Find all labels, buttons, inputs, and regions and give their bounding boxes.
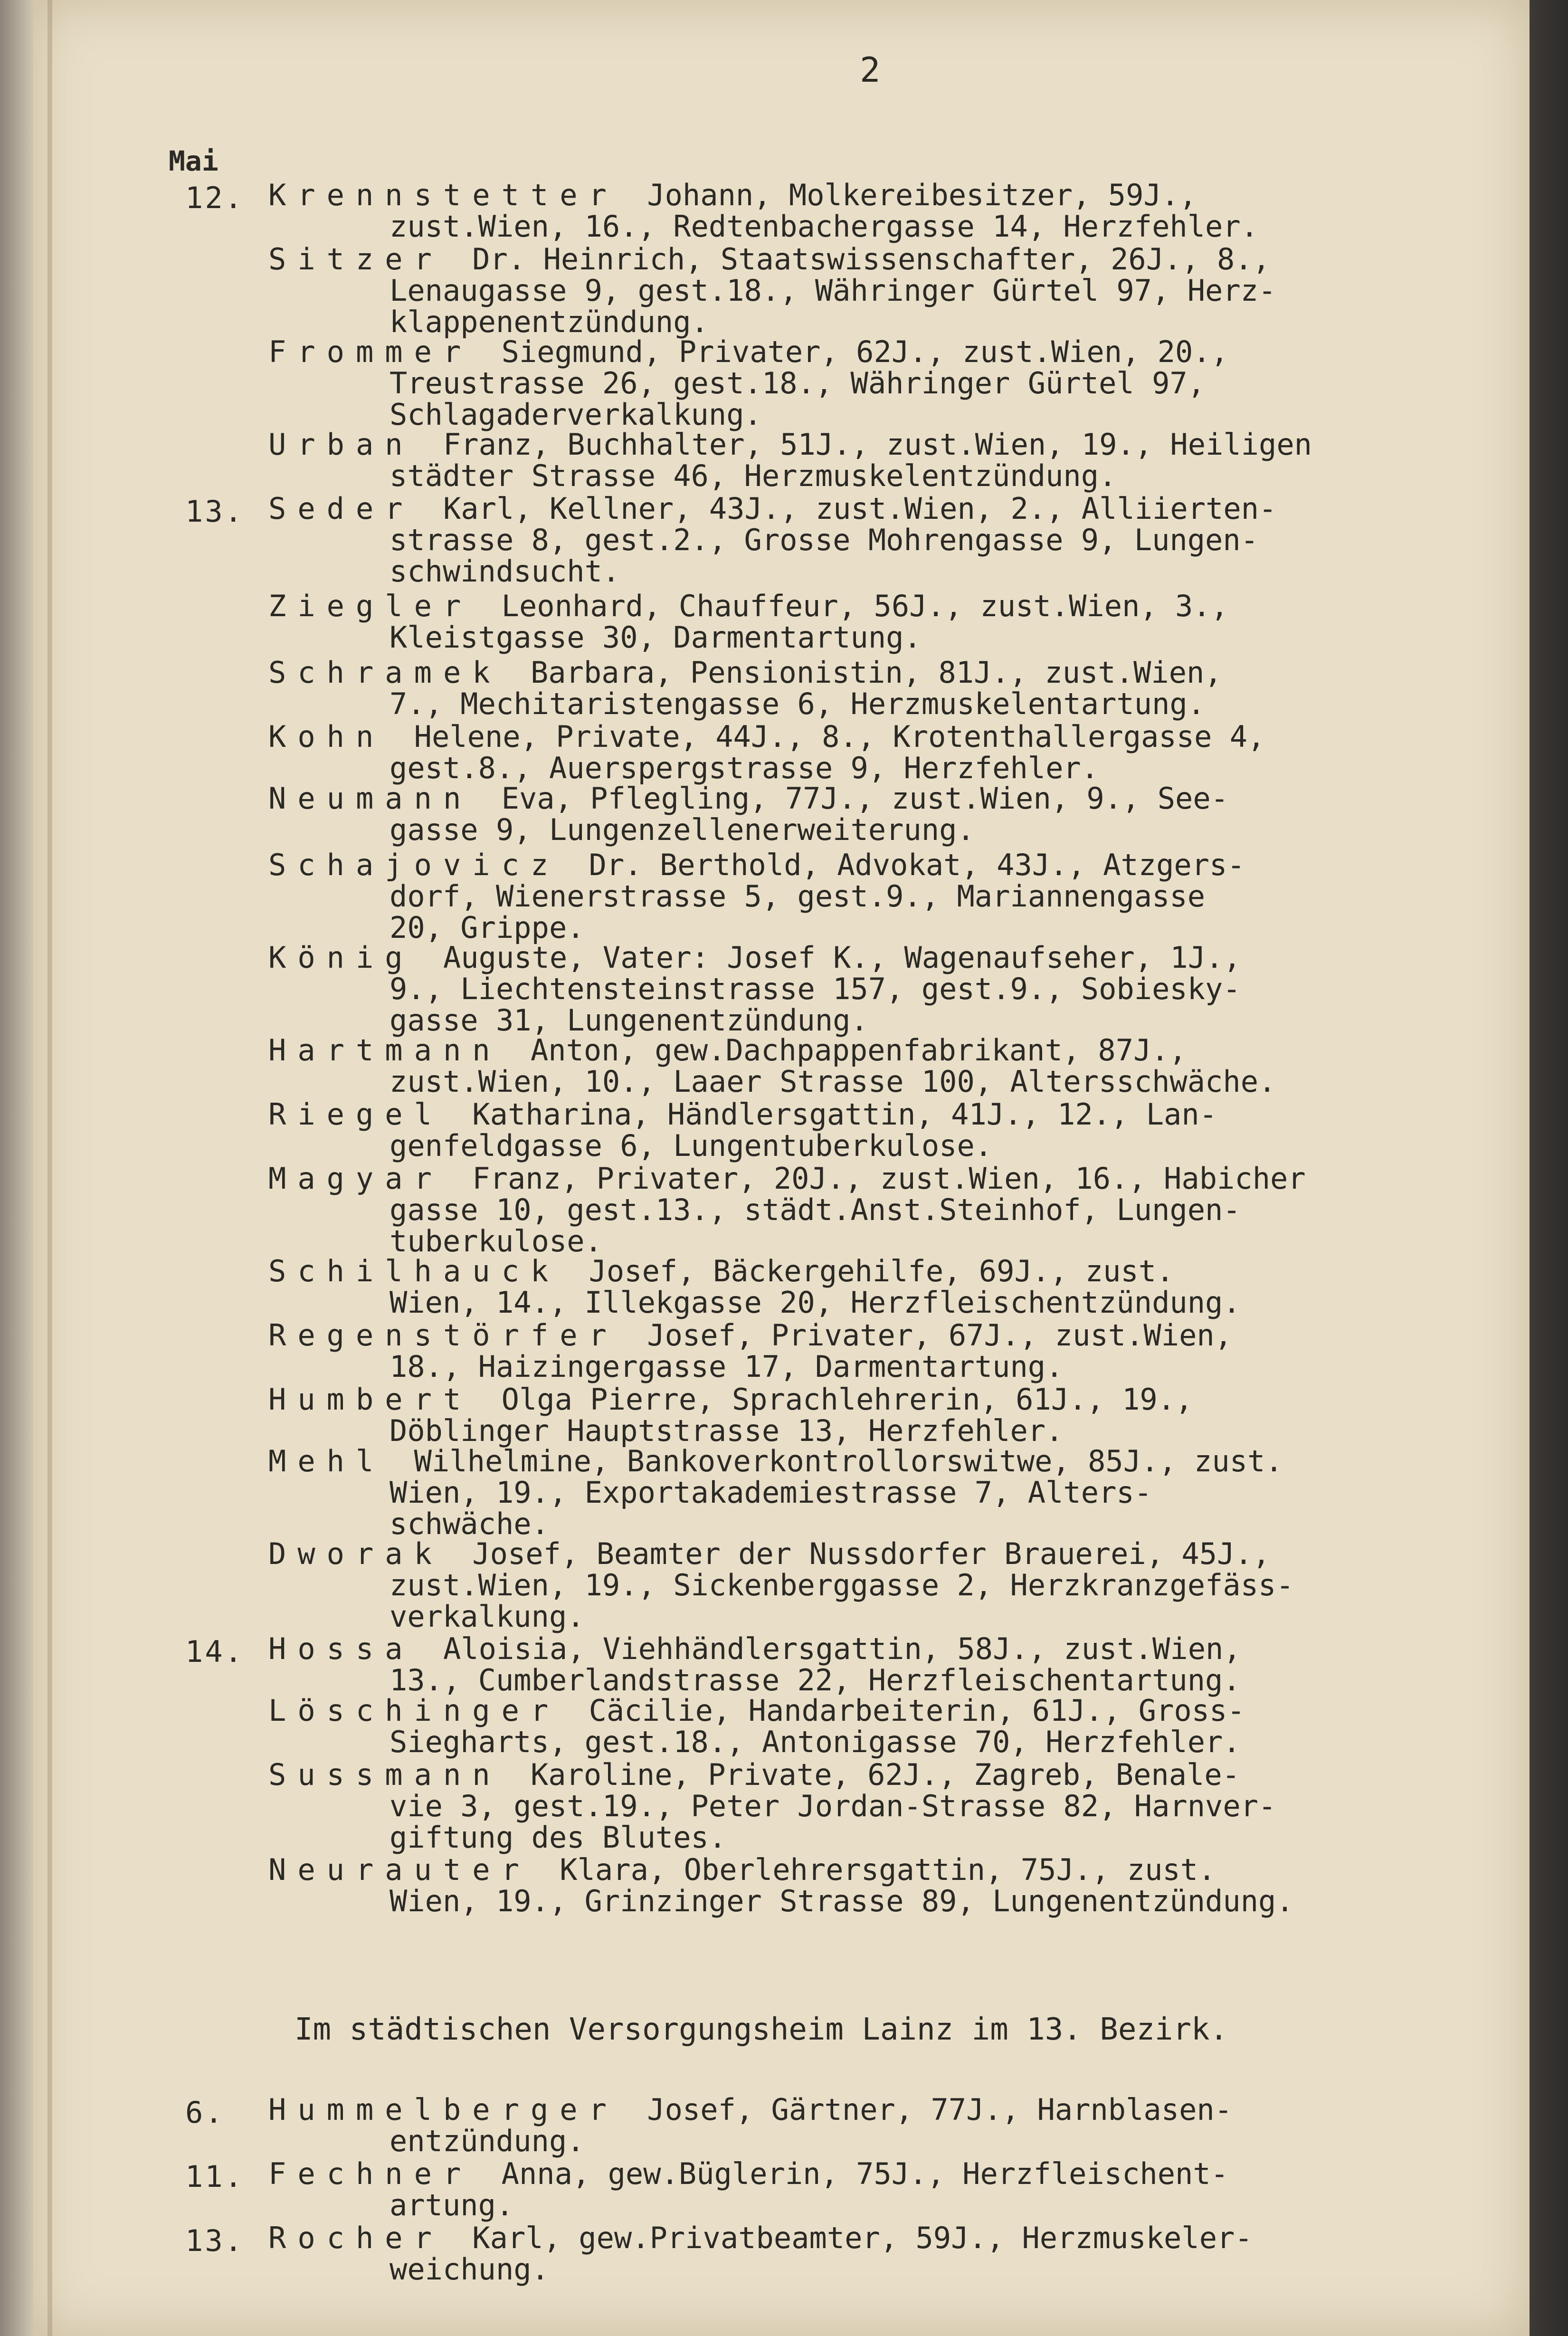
entry-text: Siegmund, Privater, 62J., zust.Wien, 20., — [501, 334, 1229, 369]
entry-line: Wien, 19., Grinzinger Strasse 89, Lungenentzündung. — [390, 1884, 1294, 1918]
entry-text: Katharina, Händlersgattin, 41J., 12., Lan- — [472, 1097, 1217, 1132]
entry-line: 9., Liechtensteinstrasse 157, gest.9., Sobiesky- — [390, 972, 1241, 1006]
entry-text: Olga Pierre, Sprachlehrerin, 61J., 19., — [501, 1382, 1193, 1417]
entry-line: Wien, 14., Illekgasse 20, Herzfleischentzündung. — [390, 1285, 1241, 1320]
page-right-edge — [1530, 0, 1568, 2336]
entry-line: gest.8., Auerspergstrasse 9, Herzfehler. — [390, 751, 1099, 785]
entry-surname: Kohn — [268, 719, 414, 754]
entry-surname: Löschinger — [268, 1693, 589, 1728]
entry-line: tuberkulose. — [390, 1224, 602, 1259]
entry-text: Wilhelmine, Bankoverkontrollorswitwe, 85J., zust. — [414, 1444, 1283, 1478]
page-left-edge — [0, 0, 33, 2336]
entry-line: artung. — [390, 2188, 514, 2222]
entry-line: giftung des Blutes. — [390, 1820, 727, 1855]
entry-line: Treustrasse 26, gest.18., Währinger Gürtel 97, — [390, 366, 1206, 400]
entry-surname: Humbert — [268, 1382, 502, 1417]
entry-line: 18., Haizingergasse 17, Darmentartung. — [390, 1349, 1064, 1384]
section-heading: Im städtischen Versorgungsheim Lainz im 13. Bezirk. — [295, 2012, 1228, 2047]
entry-line: zust.Wien, 19., Sickenberggasse 2, Herzkranzgefäss- — [390, 1568, 1294, 1602]
entry-line — [268, 427, 1312, 462]
entry-surname: Frommer — [268, 334, 502, 369]
entry-surname: Schajovicz — [268, 848, 589, 882]
entry-surname: Hummelberger — [268, 2092, 647, 2127]
entry-surname: Mehl — [268, 1444, 414, 1478]
entry-line: schwäche. — [390, 1506, 549, 1541]
page-number: 2 — [860, 50, 881, 90]
entry-text: Karl, Kellner, 43J., zust.Wien, 2., Alliierten- — [443, 491, 1277, 526]
entry-line — [268, 781, 1229, 816]
entry-day: 11. — [185, 2159, 244, 2194]
entry-text: Josef, Beamter der Nussdorfer Brauerei, 45J., — [472, 1536, 1271, 1571]
entry-line — [268, 2156, 1229, 2191]
entry-surname: Magyar — [268, 1161, 473, 1196]
entry-line: verkalkung. — [390, 1599, 585, 1634]
entry-line — [268, 850, 1245, 880]
entry-day: 14. — [185, 1634, 244, 1669]
entry-line: entzündung. — [390, 2124, 585, 2158]
entry-text: Karoline, Private, 62J., Zagreb, Benale- — [530, 1757, 1240, 1792]
entry-line — [268, 1536, 1271, 1571]
entry-line: zust.Wien, 10., Laaer Strasse 100, Altersschwäche. — [390, 1064, 1276, 1099]
entry-text: Dr. Heinrich, Staatswissenschafter, 26J., 8., — [472, 242, 1271, 277]
entry-line — [268, 1757, 1240, 1792]
entry-text: Aloisia, Viehhändlersgattin, 58J., zust.Wien, — [443, 1631, 1241, 1666]
entry-line: Döblinger Hauptstrasse 13, Herzfehler. — [390, 1413, 1064, 1448]
entry-line: gasse 31, Lungenentzündung. — [390, 1003, 868, 1038]
entry-line — [268, 1444, 1283, 1478]
entry-text: Johann, Molkereibesitzer, 59J., — [647, 178, 1197, 212]
entry-line — [268, 1693, 1245, 1728]
entry-text: Eva, Pflegling, 77J., zust.Wien, 9., See- — [501, 781, 1229, 816]
entry-line — [268, 1033, 1187, 1068]
entry-line: städter Strasse 46, Herzmuskelentzündung. — [390, 458, 1117, 493]
entry-line: klappenentzündung. — [390, 305, 709, 339]
entry-day: 13. — [185, 2223, 244, 2258]
entry-line: gasse 9, Lungenzellenerweiterung. — [390, 812, 975, 847]
entry-surname: Neurauter — [268, 1852, 560, 1887]
entry-line: weichung. — [390, 2252, 549, 2287]
page-fold — [48, 0, 52, 2336]
entry-surname: Hossa — [268, 1631, 443, 1666]
entry-surname: Fechner — [268, 2156, 502, 2191]
entry-text: Anton, gew.Dachpappenfabrikant, 87J., — [530, 1033, 1187, 1068]
entry-line — [268, 940, 1241, 975]
entry-line: 13., Cumberlandstrasse 22, Herzfleischentartung. — [390, 1663, 1241, 1697]
entry-text: Klara, Oberlehrersgattin, 75J., zust. — [560, 1852, 1216, 1887]
entry-text: Leonhard, Chauffeur, 56J., zust.Wien, 3., — [501, 589, 1229, 623]
entry-surname: Sitzer — [268, 242, 473, 277]
entry-line: genfeldgasse 6, Lungentuberkulose. — [390, 1128, 993, 1163]
entry-text: Karl, gew.Privatbeamter, 59J., Herzmuskeler- — [472, 2221, 1253, 2255]
entry-surname: Seder — [268, 491, 443, 526]
entry-line: Lenaugasse 9, gest.18., Währinger Gürtel 97, Herz- — [390, 273, 1276, 308]
entry-surname: Sussmann — [268, 1757, 531, 1792]
entry-surname: Dworak — [268, 1536, 473, 1571]
entry-line — [268, 655, 1222, 690]
entry-line — [268, 242, 1271, 277]
entry-surname: Krennstetter — [268, 178, 647, 212]
entry-surname: Schilhauck — [268, 1254, 589, 1288]
entry-text: Barbara, Pensionistin, 81J., zust.Wien, — [530, 655, 1222, 690]
entry-surname: Neumann — [268, 781, 502, 816]
entry-line: Schlagaderverkalkung. — [390, 397, 762, 432]
entry-day: 6. — [185, 2095, 225, 2130]
entry-line: schwindsucht. — [390, 554, 620, 589]
entry-line — [268, 1852, 1216, 1887]
entry-line — [268, 2092, 1233, 2127]
entry-line — [268, 1254, 1174, 1288]
entry-line — [268, 491, 1277, 526]
entry-line: zust.Wien, 16., Redtenbachergasse 14, Herzfehler. — [390, 209, 1259, 244]
entry-line — [268, 1161, 1306, 1196]
entry-line — [268, 1631, 1241, 1666]
entry-text: Anna, gew.Büglerin, 75J., Herzfleischent- — [501, 2156, 1229, 2191]
entry-text: Helene, Private, 44J., 8., Krotenthallergasse 4, — [414, 719, 1265, 754]
entry-line: Wien, 19., Exportakademiestrasse 7, Alters- — [390, 1475, 1152, 1510]
entry-line: Kleistgasse 30, Darmentartung. — [390, 620, 922, 655]
entry-surname: Hartmann — [268, 1033, 531, 1068]
entry-line: 7., Mechitaristengasse 6, Herzmuskelentartung. — [390, 686, 1206, 721]
month-heading: Mai — [169, 145, 219, 177]
entry-line: gasse 10, gest.13., städt.Anst.Steinhof, Lungen- — [390, 1192, 1241, 1227]
entry-line: Siegharts, gest.18., Antonigasse 70, Herzfehler. — [390, 1725, 1241, 1759]
entry-line — [268, 719, 1265, 754]
entry-line — [268, 334, 1229, 369]
entry-text: Franz, Privater, 20J., zust.Wien, 16., Habicher — [472, 1161, 1306, 1196]
entry-text: Franz, Buchhalter, 51J., zust.Wien, 19., Heiligen — [443, 427, 1312, 462]
entry-line — [268, 1382, 1193, 1417]
entry-line: vie 3, gest.19., Peter Jordan-Strasse 82, Harnver- — [390, 1789, 1276, 1823]
entry-surname: Regenstörfer — [268, 1318, 647, 1353]
entry-surname: Schramek — [268, 655, 531, 690]
entry-line: 20, Grippe. — [390, 910, 585, 945]
entry-day: 12. — [185, 181, 244, 215]
entry-text: Dr. Berthold, Advokat, 43J., Atzgers- — [589, 848, 1245, 882]
entry-surname: König — [268, 940, 443, 975]
entry-line — [268, 1097, 1217, 1132]
entry-line: dorf, Wienerstrasse 5, gest.9., Mariannengasse — [390, 879, 1206, 914]
entry-text: Josef, Gärtner, 77J., Harnblasen- — [647, 2092, 1233, 2127]
entry-line — [268, 591, 1228, 621]
entry-day: 13. — [185, 494, 244, 529]
entry-line — [268, 178, 1197, 212]
entry-text: Josef, Privater, 67J., zust.Wien, — [647, 1318, 1233, 1353]
entry-surname: Urban — [268, 427, 443, 462]
entry-text: Josef, Bäckergehilfe, 69J., zust. — [589, 1254, 1174, 1288]
entry-surname: Riegel — [268, 1097, 473, 1132]
entry-text: Cäcilie, Handarbeiterin, 61J., Gross- — [589, 1693, 1245, 1728]
entry-surname: Ziegler — [268, 589, 502, 623]
entry-line — [268, 2223, 1253, 2253]
entry-surname: Rocher — [268, 2221, 473, 2255]
entry-text: Auguste, Vater: Josef K., Wagenaufseher, 1J., — [443, 940, 1241, 975]
entry-line — [268, 1318, 1233, 1353]
entry-line: strasse 8, gest.2., Grosse Mohrengasse 9, Lungen- — [390, 523, 1259, 557]
